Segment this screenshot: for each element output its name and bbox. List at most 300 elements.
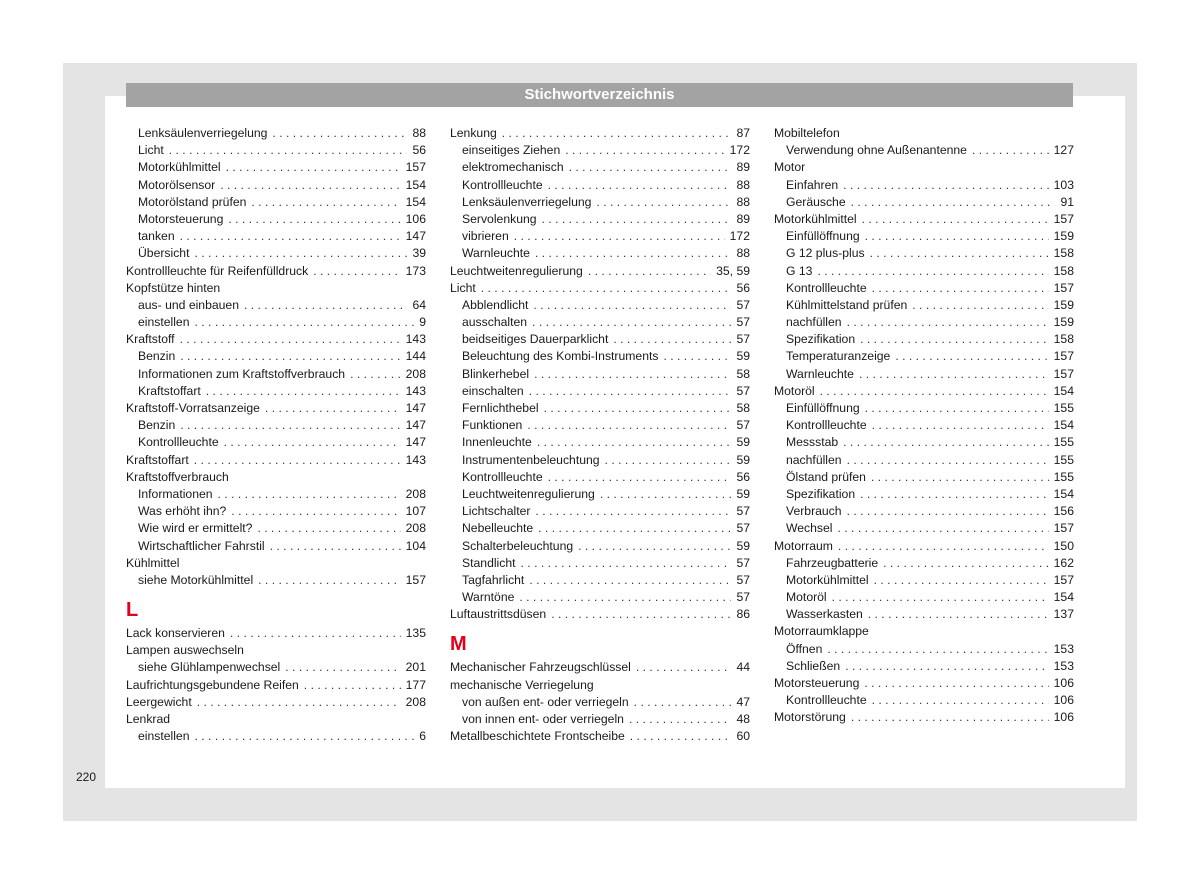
entry-term: einschalten: [462, 383, 524, 398]
index-entry: [126, 642, 426, 659]
entry-term: Nebelleuchte: [462, 521, 534, 536]
entry-page-ref[interactable]: 60: [736, 729, 750, 744]
index-entry: [774, 159, 1074, 176]
entry-term: Ölstand prüfen: [786, 469, 866, 484]
dot-leader: [860, 331, 1049, 348]
entry-page-ref[interactable]: 107: [405, 504, 426, 519]
index-entry: [450, 125, 750, 142]
entry-page-ref[interactable]: 157: [1053, 572, 1074, 587]
entry-page-ref[interactable]: 177: [405, 677, 426, 692]
index-subentry: [774, 245, 1074, 262]
dot-leader: [847, 503, 1049, 520]
index-subentry: [126, 194, 426, 211]
dot-leader: [244, 297, 407, 314]
entry-term: tanken: [138, 229, 175, 244]
dot-leader: [218, 486, 401, 503]
index-subentry: [126, 142, 426, 159]
entry-page-ref[interactable]: 106: [1053, 710, 1074, 725]
index-subentry: [126, 348, 426, 365]
entry-page-ref[interactable]: 208: [405, 366, 426, 381]
index-subentry: [126, 245, 426, 262]
index-column-2: [450, 125, 750, 745]
index-subentry: [126, 211, 426, 228]
dot-leader: [865, 400, 1049, 417]
index-subentry: [774, 348, 1074, 365]
entry-page-ref[interactable]: 106: [1053, 693, 1074, 708]
entry-page-ref[interactable]: 208: [405, 486, 426, 501]
entry-term: ausschalten: [462, 315, 528, 330]
dot-leader: [527, 417, 731, 434]
index-subentry: [774, 452, 1074, 469]
index-letter-heading: L: [126, 599, 139, 622]
dot-leader: [847, 452, 1049, 469]
entry-term: Kraftstoffverbrauch: [126, 469, 229, 484]
entry-page-ref[interactable]: 88: [736, 177, 750, 192]
entry-term: Übersicht: [138, 246, 190, 261]
entry-page-ref[interactable]: 57: [736, 315, 750, 330]
index-subentry: [774, 589, 1074, 606]
entry-page-ref[interactable]: 135: [405, 626, 426, 641]
index-subentry: [774, 366, 1074, 383]
dot-leader: [533, 297, 731, 314]
index-subentry: [774, 503, 1074, 520]
index-subentry: [126, 728, 426, 745]
index-subentry: [126, 159, 426, 176]
entry-page-ref[interactable]: 57: [736, 418, 750, 433]
entry-page-ref[interactable]: 153: [1053, 658, 1074, 673]
entry-term: Kontrollleuchte: [786, 280, 867, 295]
index-subentry: [450, 711, 750, 728]
index-entry: [126, 469, 426, 486]
entry-term: Standlicht: [462, 555, 516, 570]
dot-leader: [817, 263, 1048, 280]
entry-term: siehe Motorkühlmittel: [138, 572, 254, 587]
dot-leader: [872, 280, 1049, 297]
entry-term: Kontrollleuchte: [462, 177, 543, 192]
index-subentry: [774, 142, 1074, 159]
dot-leader: [548, 469, 732, 486]
index-subentry: [450, 572, 750, 589]
index-subentry: [126, 538, 426, 555]
dot-leader: [629, 711, 732, 728]
entry-term: Warnleuchte: [786, 366, 854, 381]
index-subentry: [774, 486, 1074, 503]
entry-term: vibrieren: [462, 229, 509, 244]
entry-term: Schließen: [786, 658, 841, 673]
entry-page-ref[interactable]: 57: [736, 332, 750, 347]
index-entry: [126, 694, 426, 711]
entry-term: Kühlmittelstand prüfen: [786, 297, 908, 312]
entry-term: Metallbeschichtete Frontscheibe: [450, 729, 625, 744]
index-entry: [774, 125, 1074, 142]
entry-term: Kontrollleuchte: [786, 418, 867, 433]
entry-page-ref[interactable]: 9: [419, 315, 426, 330]
entry-page-ref[interactable]: 147: [405, 418, 426, 433]
entry-page-ref[interactable]: 48: [736, 712, 750, 726]
entry-page-ref[interactable]: 87: [736, 126, 750, 140]
dot-leader: [871, 469, 1049, 486]
entry-page-ref[interactable]: 155: [1053, 401, 1074, 415]
entry-page-ref[interactable]: 57: [736, 504, 750, 519]
index-entry: [126, 400, 426, 417]
dot-leader: [883, 555, 1049, 572]
entry-page-ref[interactable]: 91: [1060, 194, 1074, 209]
entry-page-ref[interactable]: 64: [412, 297, 426, 312]
index-subentry: [450, 469, 750, 486]
index-subentry: [774, 280, 1074, 297]
entry-term: einstellen: [138, 315, 190, 330]
index-subentry: [450, 503, 750, 520]
dot-leader: [864, 675, 1048, 692]
entry-page-ref[interactable]: 88: [412, 126, 426, 140]
dot-leader: [542, 211, 732, 228]
index-subentry: [126, 383, 426, 400]
entry-page-ref[interactable]: 106: [405, 211, 426, 226]
entry-page-ref[interactable]: 157: [1053, 366, 1074, 381]
entry-page-ref[interactable]: 157: [1053, 349, 1074, 364]
dot-leader: [630, 728, 732, 745]
index-subentry: [450, 694, 750, 711]
index-entry: [450, 677, 750, 694]
entry-term: Lichtschalter: [462, 504, 531, 519]
entry-page-ref[interactable]: 127: [1053, 143, 1074, 158]
entry-term: Motorkühlmittel: [138, 160, 221, 175]
index-letter-heading: M: [450, 633, 467, 656]
index-subentry: [774, 263, 1074, 280]
entry-page-ref[interactable]: 57: [736, 383, 750, 398]
index-subentry: [774, 555, 1074, 572]
entry-term: Blinkerhebel: [462, 366, 530, 381]
entry-page-ref[interactable]: 57: [736, 555, 750, 570]
dot-leader: [180, 348, 400, 365]
index-subentry: [774, 692, 1074, 709]
entry-page-ref[interactable]: 159: [1053, 315, 1074, 330]
entry-page-ref[interactable]: 89: [736, 211, 750, 226]
dot-leader: [481, 280, 732, 297]
entry-term: Abblendlicht: [462, 297, 529, 312]
index-subentry: [450, 520, 750, 537]
entry-page-ref[interactable]: 143: [405, 452, 426, 467]
entry-page-ref[interactable]: 106: [1053, 676, 1074, 690]
index-subentry: [774, 177, 1074, 194]
dot-leader: [613, 331, 731, 348]
dot-leader: [180, 417, 400, 434]
dot-leader: [534, 366, 731, 383]
entry-term: Wie wird er ermittelt?: [138, 521, 253, 536]
entry-page-ref[interactable]: 56: [736, 280, 750, 295]
dot-leader: [195, 728, 415, 745]
entry-page-ref[interactable]: 172: [729, 143, 750, 158]
dot-leader: [180, 228, 401, 245]
entry-page-ref[interactable]: 44: [736, 660, 750, 675]
entry-page-ref[interactable]: 39: [412, 246, 426, 261]
entry-page-ref[interactable]: 144: [405, 349, 426, 364]
dot-leader: [565, 142, 724, 159]
entry-term: einstellen: [138, 729, 190, 744]
dot-leader: [251, 194, 400, 211]
entry-term: Kopfstütze hinten: [126, 280, 221, 295]
index-subentry: [126, 297, 426, 314]
index-entry: [126, 452, 426, 469]
entry-page-ref[interactable]: 56: [736, 469, 750, 484]
entry-page-ref[interactable]: 88: [736, 194, 750, 209]
entry-page-ref[interactable]: 208: [405, 521, 426, 536]
dot-leader: [636, 659, 732, 676]
entry-page-ref[interactable]: 150: [1053, 538, 1074, 553]
entry-term: Informationen: [138, 486, 213, 501]
entry-term: Temperaturanzeige: [786, 349, 891, 364]
entry-page-ref[interactable]: 173: [405, 263, 426, 278]
index-entry: [126, 711, 426, 728]
entry-page-ref[interactable]: 59: [736, 349, 750, 364]
dot-leader: [535, 503, 731, 520]
entry-page-ref[interactable]: 147: [405, 229, 426, 244]
entry-page-ref[interactable]: 147: [405, 401, 426, 415]
index-entry: [126, 331, 426, 348]
dot-leader: [838, 538, 1049, 555]
entry-page-ref[interactable]: 157: [1053, 280, 1074, 295]
entry-term: Licht: [138, 143, 164, 158]
dot-leader: [851, 194, 1056, 211]
index-entry: [774, 709, 1074, 726]
entry-page-ref[interactable]: 154: [1053, 383, 1074, 398]
dot-leader: [265, 400, 401, 417]
entry-page-ref[interactable]: 58: [736, 401, 750, 415]
entry-term: Leergewicht: [126, 694, 192, 709]
index-subentry: [774, 297, 1074, 314]
index-subentry: [450, 245, 750, 262]
dot-leader: [551, 606, 731, 623]
entry-term: Fahrzeugbatterie: [786, 555, 879, 570]
index-subentry: [450, 211, 750, 228]
entry-page-ref[interactable]: 155: [1053, 435, 1074, 450]
index-entry: [126, 263, 426, 280]
index-subentry: [450, 555, 750, 572]
entry-page-ref[interactable]: 147: [405, 435, 426, 450]
entry-term: Instrumentenbeleuchtung: [462, 452, 600, 467]
entry-page-ref[interactable]: 157: [1053, 521, 1074, 536]
entry-page-ref[interactable]: 56: [412, 143, 426, 158]
index-subentry: [450, 383, 750, 400]
dot-leader: [874, 572, 1049, 589]
entry-page-ref[interactable]: 158: [1053, 332, 1074, 347]
index-subentry: [450, 194, 750, 211]
entry-page-ref[interactable]: 143: [405, 383, 426, 398]
entry-term: elektromechanisch: [462, 160, 564, 175]
index-subentry: [450, 159, 750, 176]
entry-term: Einfüllöffnung: [786, 229, 860, 244]
dot-leader: [538, 520, 731, 537]
entry-term: Informationen zum Kraftstoffverbrauch: [138, 366, 346, 381]
entry-page-ref[interactable]: 57: [736, 297, 750, 312]
entry-page-ref[interactable]: 157: [1053, 211, 1074, 226]
entry-term: Servolenkung: [462, 211, 537, 226]
entry-term: Motor: [774, 160, 806, 175]
entry-page-ref[interactable]: 157: [405, 160, 426, 175]
dot-leader: [194, 245, 407, 262]
entry-term: Luftaustrittsdüsen: [450, 607, 547, 622]
dot-leader: [548, 177, 732, 194]
entry-page-ref[interactable]: 158: [1053, 246, 1074, 261]
entry-term: Öffnen: [786, 641, 823, 656]
index-subentry: [450, 331, 750, 348]
dot-leader: [832, 589, 1049, 606]
entry-page-ref[interactable]: 57: [736, 572, 750, 587]
entry-page-ref[interactable]: 154: [405, 177, 426, 192]
index-entry: [774, 538, 1074, 555]
entry-term: Funktionen: [462, 418, 523, 433]
index-subentry: [126, 520, 426, 537]
index-entry: [450, 606, 750, 623]
index-subentry: [774, 641, 1074, 658]
dot-leader: [912, 297, 1048, 314]
entry-term: Motorraumklappe: [774, 624, 869, 639]
index-entry: [774, 675, 1074, 692]
entry-page-ref[interactable]: 158: [1053, 263, 1074, 278]
index-subentry: [450, 142, 750, 159]
entry-term: Kontrollleuchte: [462, 469, 543, 484]
entry-term: siehe Glühlampenwechsel: [138, 660, 281, 675]
section-header: Stichwortverzeichnis: [126, 83, 1073, 107]
entry-term: Geräusche: [786, 194, 846, 209]
index-subentry: [450, 538, 750, 555]
entry-term: Was erhöht ihn?: [138, 504, 227, 519]
entry-page-ref[interactable]: 153: [1053, 641, 1074, 656]
entry-page-ref[interactable]: 155: [1053, 452, 1074, 467]
dot-leader: [272, 125, 407, 142]
entry-term: Mechanischer Fahrzeugschlüssel: [450, 660, 631, 675]
entry-page-ref[interactable]: 137: [1053, 607, 1074, 622]
dot-leader: [514, 228, 725, 245]
entry-term: Kontrollleuchte: [138, 435, 219, 450]
index-subentry: [774, 572, 1074, 589]
entry-term: Einfahren: [786, 177, 839, 192]
entry-term: Beleuchtung des Kombi-Instruments: [462, 349, 659, 364]
dot-leader: [502, 125, 732, 142]
entry-page-ref[interactable]: 154: [1053, 486, 1074, 501]
entry-page-ref[interactable]: 201: [405, 660, 426, 675]
index-subentry: [774, 228, 1074, 245]
entry-page-ref[interactable]: 156: [1053, 504, 1074, 519]
index-subentry: [126, 486, 426, 503]
entry-page-ref[interactable]: 154: [405, 194, 426, 209]
entry-page-ref[interactable]: 88: [736, 246, 750, 261]
entry-term: Lenkrad: [126, 712, 171, 726]
entry-page-ref[interactable]: 6: [419, 729, 426, 744]
entry-page-ref[interactable]: 35, 59: [716, 263, 750, 278]
entry-page-ref[interactable]: 59: [736, 452, 750, 467]
entry-page-ref[interactable]: 155: [1053, 469, 1074, 484]
dot-leader: [197, 694, 401, 711]
dot-leader: [872, 417, 1049, 434]
index-subentry: [774, 314, 1074, 331]
entry-page-ref[interactable]: 172: [729, 229, 750, 244]
entry-term: Kontrollleuchte: [786, 693, 867, 708]
entry-term: Motorkühlmittel: [786, 572, 869, 587]
entry-page-ref[interactable]: 57: [736, 590, 750, 605]
entry-page-ref[interactable]: 162: [1053, 555, 1074, 570]
entry-page-ref[interactable]: 154: [1053, 590, 1074, 605]
entry-term: beidseitiges Dauerparklicht: [462, 332, 609, 347]
index-subentry: [126, 125, 426, 142]
entry-term: Fernlichthebel: [462, 401, 539, 415]
entry-term: Warntöne: [462, 590, 515, 605]
dot-leader: [194, 452, 401, 469]
dot-leader: [195, 314, 415, 331]
dot-leader: [285, 659, 400, 676]
index-subentry: [450, 452, 750, 469]
index-subentry: [126, 228, 426, 245]
index-subentry: [126, 417, 426, 434]
index-subentry: [774, 520, 1074, 537]
entry-term: Wirtschaftlicher Fahrstil: [138, 538, 265, 553]
entry-term: Spezifikation: [786, 486, 856, 501]
index-entry: [450, 728, 750, 745]
entry-page-ref[interactable]: 143: [405, 332, 426, 347]
entry-page-ref[interactable]: 59: [736, 538, 750, 553]
entry-page-ref[interactable]: 57: [736, 521, 750, 536]
index-subentry: [450, 366, 750, 383]
entry-page-ref[interactable]: 59: [736, 435, 750, 450]
index-subentry: [774, 331, 1074, 348]
entry-page-ref[interactable]: 86: [736, 607, 750, 622]
entry-page-ref[interactable]: 154: [1053, 418, 1074, 433]
dot-leader: [845, 658, 1048, 675]
index-subentry: [450, 297, 750, 314]
dot-leader: [529, 572, 731, 589]
entry-term: Messstab: [786, 435, 839, 450]
dot-leader: [544, 400, 732, 417]
entry-page-ref[interactable]: 89: [736, 160, 750, 175]
entry-page-ref[interactable]: 159: [1053, 229, 1074, 244]
entry-term: Verbrauch: [786, 504, 842, 519]
entry-term: aus- und einbauen: [138, 297, 239, 312]
index-subentry: [126, 366, 426, 383]
entry-term: Einfüllöffnung: [786, 401, 860, 415]
index-subentry: [126, 503, 426, 520]
index-subentry: [450, 400, 750, 417]
dot-leader: [350, 366, 401, 383]
entry-term: Wasserkasten: [786, 607, 863, 622]
entry-page-ref[interactable]: 159: [1053, 297, 1074, 312]
entry-term: Lenksäulenverriegelung: [462, 194, 592, 209]
entry-page-ref[interactable]: 157: [405, 572, 426, 587]
entry-page-ref[interactable]: 104: [405, 538, 426, 553]
index-subentry: [774, 469, 1074, 486]
dot-leader: [304, 677, 401, 694]
index-subentry: [774, 606, 1074, 623]
entry-term: von innen ent- oder verriegeln: [462, 712, 624, 726]
entry-page-ref[interactable]: 103: [1053, 177, 1074, 192]
entry-page-ref[interactable]: 59: [736, 486, 750, 501]
entry-term: Benzin: [138, 349, 176, 364]
dot-leader: [228, 211, 400, 228]
index-subentry: [774, 400, 1074, 417]
dot-leader: [860, 486, 1049, 503]
entry-page-ref[interactable]: 58: [736, 366, 750, 381]
index-entry: [774, 623, 1074, 640]
entry-term: Benzin: [138, 418, 176, 433]
entry-page-ref[interactable]: 47: [736, 694, 750, 709]
entry-term: Wechsel: [786, 521, 833, 536]
dot-leader: [634, 694, 732, 711]
index-subentry: [774, 417, 1074, 434]
entry-term: Kraftstoffart: [138, 383, 201, 398]
dot-leader: [313, 263, 400, 280]
entry-page-ref[interactable]: 208: [405, 694, 426, 709]
entry-term: Motorstörung: [774, 710, 846, 725]
dot-leader: [230, 625, 401, 642]
